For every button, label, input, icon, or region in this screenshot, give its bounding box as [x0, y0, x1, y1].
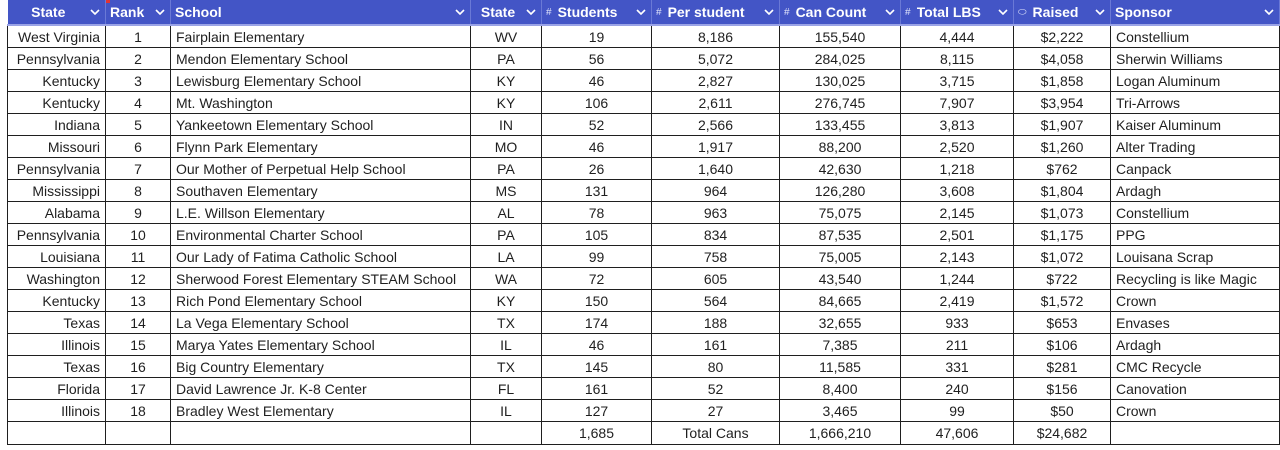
cell-state[interactable]: Kentucky	[8, 290, 106, 312]
cell-per-student[interactable]: 27	[652, 400, 780, 422]
cell-sponsor[interactable]: Envases	[1111, 312, 1280, 334]
cell-per-student[interactable]: 964	[652, 180, 780, 202]
cell-school[interactable]: Marya Yates Elementary School	[171, 334, 471, 356]
table-row	[8, 48, 1280, 70]
column-header-label: Total LBS	[916, 4, 981, 20]
cell-state[interactable]: Missouri	[8, 136, 106, 158]
cell-sponsor[interactable]: Constellium	[1111, 25, 1280, 48]
cell-state[interactable]: Indiana	[8, 114, 106, 136]
cell-can-count[interactable]: 75,005	[780, 246, 901, 268]
cell-raised[interactable]: $762	[1014, 158, 1111, 180]
cell-students[interactable]: 145	[542, 356, 652, 378]
chevron-down-icon[interactable]	[1263, 6, 1275, 18]
chevron-down-icon[interactable]	[89, 6, 101, 18]
chevron-down-icon[interactable]	[454, 6, 466, 18]
cell-total-lbs[interactable]: 1,218	[901, 158, 1014, 180]
column-header-label: School	[175, 4, 222, 20]
cell-state[interactable]: Illinois	[8, 334, 106, 356]
cell-total-lbs[interactable]: 1,244	[901, 268, 1014, 290]
currency-icon: ⬭	[1018, 6, 1027, 18]
total-per-student[interactable]: Total Cans	[652, 422, 780, 445]
column-header-label: Sponsor	[1115, 4, 1172, 20]
cell-students[interactable]: 174	[542, 312, 652, 334]
cell-state-code[interactable]: TX	[471, 356, 542, 378]
cell-rank[interactable]: 15	[106, 334, 171, 356]
table-row	[8, 180, 1280, 202]
cell-raised[interactable]: $3,954	[1014, 92, 1111, 114]
cell-raised[interactable]: $1,907	[1014, 114, 1111, 136]
total-total-lbs[interactable]: 47,606	[901, 422, 1014, 445]
total-can-count[interactable]: 1,666,210	[780, 422, 901, 445]
cell-raised[interactable]: $4,058	[1014, 48, 1111, 70]
table-row	[8, 268, 1280, 290]
cell-school[interactable]: Mt. Washington	[171, 92, 471, 114]
cell-state[interactable]: Illinois	[8, 400, 106, 422]
total-school[interactable]	[171, 422, 471, 445]
cell-school[interactable]: Southaven Elementary	[171, 180, 471, 202]
cell-per-student[interactable]: 963	[652, 202, 780, 224]
cell-raised[interactable]: $50	[1014, 400, 1111, 422]
cell-school[interactable]: Fairplain Elementary	[171, 25, 471, 48]
table-row	[8, 114, 1280, 136]
cell-rank[interactable]: 1	[106, 25, 171, 48]
cell-school[interactable]: Lewisburg Elementary School	[171, 70, 471, 92]
cell-per-student[interactable]: 5,072	[652, 48, 780, 70]
cell-state-code[interactable]: PA	[471, 48, 542, 70]
cell-students[interactable]: 19	[542, 25, 652, 48]
cell-school[interactable]: Environmental Charter School	[171, 224, 471, 246]
cell-state[interactable]: West Virginia	[8, 25, 106, 48]
cell-total-lbs[interactable]: 331	[901, 356, 1014, 378]
cell-rank[interactable]: 8	[106, 180, 171, 202]
cell-state[interactable]: Pennsylvania	[8, 48, 106, 70]
cell-state[interactable]: Kentucky	[8, 70, 106, 92]
cell-raised[interactable]: $722	[1014, 268, 1111, 290]
cell-state-code[interactable]: WV	[471, 25, 542, 48]
cell-sponsor[interactable]: Ardagh	[1111, 180, 1280, 202]
cell-sponsor[interactable]: Crown	[1111, 290, 1280, 312]
header-row	[8, 0, 1280, 25]
cell-total-lbs[interactable]: 240	[901, 378, 1014, 400]
table-row	[8, 400, 1280, 422]
column-header-label: Rank	[110, 4, 145, 20]
total-state[interactable]	[8, 422, 106, 445]
cell-students[interactable]: 161	[542, 378, 652, 400]
cell-state-code[interactable]: MS	[471, 180, 542, 202]
cell-raised[interactable]: $2,222	[1014, 25, 1111, 48]
cell-rank[interactable]: 17	[106, 378, 171, 400]
cell-state-code[interactable]: KY	[471, 70, 542, 92]
cell-state-code[interactable]: IL	[471, 334, 542, 356]
cell-raised[interactable]: $1,260	[1014, 136, 1111, 158]
cell-can-count[interactable]: 155,540	[780, 25, 901, 48]
cell-per-student[interactable]: 2,566	[652, 114, 780, 136]
cell-school[interactable]: Our Lady of Fatima Catholic School	[171, 246, 471, 268]
table-row	[8, 136, 1280, 158]
table-row	[8, 224, 1280, 246]
table-row	[8, 70, 1280, 92]
total-sponsor[interactable]	[1111, 422, 1280, 445]
cell-students[interactable]: 78	[542, 202, 652, 224]
cell-state-code[interactable]: PA	[471, 224, 542, 246]
cell-state[interactable]: Texas	[8, 356, 106, 378]
column-header-label: State	[480, 4, 516, 20]
cell-rank[interactable]: 13	[106, 290, 171, 312]
cell-students[interactable]: 72	[542, 268, 652, 290]
cell-state[interactable]: Alabama	[8, 202, 106, 224]
cell-school[interactable]: Flynn Park Elementary	[171, 136, 471, 158]
cell-state-code[interactable]: MO	[471, 136, 542, 158]
cell-rank[interactable]: 12	[106, 268, 171, 290]
cell-can-count[interactable]: 8,400	[780, 378, 901, 400]
cell-state-code[interactable]: KY	[471, 290, 542, 312]
cell-can-count[interactable]: 11,585	[780, 356, 901, 378]
cell-per-student[interactable]: 8,186	[652, 25, 780, 48]
table-row	[8, 312, 1280, 334]
cell-state[interactable]: Florida	[8, 378, 106, 400]
cell-state[interactable]: Mississippi	[8, 180, 106, 202]
comment-marker	[106, 0, 110, 3]
cell-sponsor[interactable]: Tri-Arrows	[1111, 92, 1280, 114]
cell-school[interactable]: Our Mother of Perpetual Help School	[171, 158, 471, 180]
hash-icon: #	[905, 6, 911, 18]
cell-state-code[interactable]: FL	[471, 378, 542, 400]
cell-raised[interactable]: $1,804	[1014, 180, 1111, 202]
cell-total-lbs[interactable]: 4,444	[901, 25, 1014, 48]
cell-state-code[interactable]: IL	[471, 400, 542, 422]
cell-per-student[interactable]: 564	[652, 290, 780, 312]
cell-total-lbs[interactable]: 2,419	[901, 290, 1014, 312]
cell-raised[interactable]: $156	[1014, 378, 1111, 400]
cell-students[interactable]: 105	[542, 224, 652, 246]
cell-per-student[interactable]: 1,917	[652, 136, 780, 158]
table-row	[8, 356, 1280, 378]
cell-per-student[interactable]: 758	[652, 246, 780, 268]
cell-school[interactable]: Rich Pond Elementary School	[171, 290, 471, 312]
table-row	[8, 246, 1280, 268]
cell-raised[interactable]: $1,572	[1014, 290, 1111, 312]
cell-sponsor[interactable]: Recycling is like Magic	[1111, 268, 1280, 290]
cell-can-count[interactable]: 276,745	[780, 92, 901, 114]
cell-sponsor[interactable]: Sherwin Williams	[1111, 48, 1280, 70]
cell-state-code[interactable]: LA	[471, 246, 542, 268]
chevron-down-icon[interactable]	[763, 6, 775, 18]
cell-can-count[interactable]: 42,630	[780, 158, 901, 180]
cell-can-count[interactable]: 84,665	[780, 290, 901, 312]
cell-state-code[interactable]: TX	[471, 312, 542, 334]
table-body	[8, 25, 1280, 445]
column-header-label: Raised	[1032, 4, 1079, 20]
column-header-label: State	[31, 4, 66, 20]
cell-state-code[interactable]: PA	[471, 158, 542, 180]
column-header-state-code[interactable]	[471, 0, 542, 25]
cell-rank[interactable]: 2	[106, 48, 171, 70]
cell-per-student[interactable]: 188	[652, 312, 780, 334]
cell-can-count[interactable]: 284,025	[780, 48, 901, 70]
cell-total-lbs[interactable]: 7,907	[901, 92, 1014, 114]
cell-students[interactable]: 26	[542, 158, 652, 180]
cell-raised[interactable]: $653	[1014, 312, 1111, 334]
column-header-label: Students	[557, 4, 618, 20]
cell-students[interactable]: 150	[542, 290, 652, 312]
cell-raised[interactable]: $1,858	[1014, 70, 1111, 92]
cell-sponsor[interactable]: Constellium	[1111, 202, 1280, 224]
cell-sponsor[interactable]: Logan Aluminum	[1111, 70, 1280, 92]
cell-school[interactable]: Yankeetown Elementary School	[171, 114, 471, 136]
cell-rank[interactable]: 6	[106, 136, 171, 158]
cell-raised[interactable]: $1,072	[1014, 246, 1111, 268]
cell-students[interactable]: 99	[542, 246, 652, 268]
cell-school[interactable]: La Vega Elementary School	[171, 312, 471, 334]
cell-students[interactable]: 46	[542, 334, 652, 356]
chevron-down-icon[interactable]	[635, 6, 647, 18]
cell-school[interactable]: Sherwood Forest Elementary STEAM School	[171, 268, 471, 290]
cell-can-count[interactable]: 3,465	[780, 400, 901, 422]
cell-state-code[interactable]: AL	[471, 202, 542, 224]
table-row	[8, 202, 1280, 224]
table-row	[8, 158, 1280, 180]
chevron-down-icon[interactable]	[1094, 6, 1106, 18]
table-row	[8, 92, 1280, 114]
cell-total-lbs[interactable]: 3,608	[901, 180, 1014, 202]
column-header-school[interactable]	[171, 0, 471, 25]
cell-can-count[interactable]: 133,455	[780, 114, 901, 136]
cell-sponsor[interactable]: Canpack	[1111, 158, 1280, 180]
cell-rank[interactable]: 11	[106, 246, 171, 268]
cell-state[interactable]: Texas	[8, 312, 106, 334]
cell-can-count[interactable]: 130,025	[780, 70, 901, 92]
cell-total-lbs[interactable]: 99	[901, 400, 1014, 422]
cell-school[interactable]: Bradley West Elementary	[171, 400, 471, 422]
cell-per-student[interactable]: 834	[652, 224, 780, 246]
cell-state-code[interactable]: KY	[471, 92, 542, 114]
cell-sponsor[interactable]: Alter Trading	[1111, 136, 1280, 158]
column-header-sponsor[interactable]	[1111, 0, 1280, 25]
cell-sponsor[interactable]: Kaiser Aluminum	[1111, 114, 1280, 136]
cell-sponsor[interactable]: Ardagh	[1111, 334, 1280, 356]
cell-can-count[interactable]: 88,200	[780, 136, 901, 158]
cell-school[interactable]: Mendon Elementary School	[171, 48, 471, 70]
cell-rank[interactable]: 14	[106, 312, 171, 334]
cell-per-student[interactable]: 1,640	[652, 158, 780, 180]
cell-rank[interactable]: 9	[106, 202, 171, 224]
totals-row	[8, 422, 1280, 445]
column-header-label: Per student	[667, 4, 745, 20]
cell-students[interactable]: 56	[542, 48, 652, 70]
chevron-down-icon[interactable]	[997, 6, 1009, 18]
cell-total-lbs[interactable]: 2,520	[901, 136, 1014, 158]
cell-students[interactable]: 106	[542, 92, 652, 114]
cell-state[interactable]: Washington	[8, 268, 106, 290]
cell-can-count[interactable]: 75,075	[780, 202, 901, 224]
cell-sponsor[interactable]: PPG	[1111, 224, 1280, 246]
cell-per-student[interactable]: 52	[652, 378, 780, 400]
cell-students[interactable]: 52	[542, 114, 652, 136]
cell-total-lbs[interactable]: 8,115	[901, 48, 1014, 70]
cell-state-code[interactable]: IN	[471, 114, 542, 136]
cell-sponsor[interactable]: Louisana Scrap	[1111, 246, 1280, 268]
cell-sponsor[interactable]: Canovation	[1111, 378, 1280, 400]
column-header-can-count[interactable]	[780, 0, 901, 25]
cell-state-code[interactable]: WA	[471, 268, 542, 290]
total-raised[interactable]: $24,682	[1014, 422, 1111, 445]
chevron-down-icon[interactable]	[525, 6, 537, 18]
cell-total-lbs[interactable]: 933	[901, 312, 1014, 334]
hash-icon: #	[784, 6, 790, 18]
cell-total-lbs[interactable]: 211	[901, 334, 1014, 356]
cell-total-lbs[interactable]: 2,143	[901, 246, 1014, 268]
schools-table	[7, 0, 1280, 445]
hash-icon: #	[546, 6, 552, 18]
chevron-down-icon[interactable]	[154, 6, 166, 18]
cell-total-lbs[interactable]: 2,501	[901, 224, 1014, 246]
cell-can-count[interactable]: 7,385	[780, 334, 901, 356]
cell-state[interactable]: Kentucky	[8, 92, 106, 114]
column-header-rank[interactable]	[106, 0, 171, 25]
cell-can-count[interactable]: 43,540	[780, 268, 901, 290]
cell-rank[interactable]: 3	[106, 70, 171, 92]
cell-raised[interactable]: $1,073	[1014, 202, 1111, 224]
cell-school[interactable]: Big Country Elementary	[171, 356, 471, 378]
table-row	[8, 334, 1280, 356]
cell-state[interactable]: Pennsylvania	[8, 224, 106, 246]
cell-raised[interactable]: $1,175	[1014, 224, 1111, 246]
total-rank[interactable]	[106, 422, 171, 445]
cell-can-count[interactable]: 87,535	[780, 224, 901, 246]
cell-school[interactable]: L.E. Willson Elementary	[171, 202, 471, 224]
cell-raised[interactable]: $106	[1014, 334, 1111, 356]
cell-raised[interactable]: $281	[1014, 356, 1111, 378]
cell-school[interactable]: David Lawrence Jr. K-8 Center	[171, 378, 471, 400]
cell-students[interactable]: 127	[542, 400, 652, 422]
cell-students[interactable]: 131	[542, 180, 652, 202]
table-row	[8, 378, 1280, 400]
cell-rank[interactable]: 18	[106, 400, 171, 422]
cell-per-student[interactable]: 2,827	[652, 70, 780, 92]
cell-per-student[interactable]: 2,611	[652, 92, 780, 114]
cell-per-student[interactable]: 605	[652, 268, 780, 290]
column-header-state[interactable]	[8, 0, 106, 25]
cell-students[interactable]: 46	[542, 136, 652, 158]
cell-rank[interactable]: 7	[106, 158, 171, 180]
cell-per-student[interactable]: 161	[652, 334, 780, 356]
column-header-total-lbs[interactable]	[901, 0, 1014, 25]
table-row	[8, 290, 1280, 312]
column-header-per-student[interactable]	[652, 0, 780, 25]
cell-rank[interactable]: 4	[106, 92, 171, 114]
cell-rank[interactable]: 16	[106, 356, 171, 378]
total-students[interactable]: 1,685	[542, 422, 652, 445]
cell-rank[interactable]: 10	[106, 224, 171, 246]
cell-per-student[interactable]: 80	[652, 356, 780, 378]
cell-total-lbs[interactable]: 2,145	[901, 202, 1014, 224]
column-header-students[interactable]	[542, 0, 652, 25]
chevron-down-icon[interactable]	[884, 6, 896, 18]
table-row	[8, 25, 1280, 48]
cell-state[interactable]: Pennsylvania	[8, 158, 106, 180]
column-header-raised[interactable]	[1014, 0, 1111, 25]
cell-sponsor[interactable]: CMC Recycle	[1111, 356, 1280, 378]
hash-icon: #	[656, 6, 662, 18]
cell-students[interactable]: 46	[542, 70, 652, 92]
cell-rank[interactable]: 5	[106, 114, 171, 136]
cell-state[interactable]: Louisiana	[8, 246, 106, 268]
total-state-code[interactable]	[471, 422, 542, 445]
cell-total-lbs[interactable]: 3,715	[901, 70, 1014, 92]
cell-total-lbs[interactable]: 3,813	[901, 114, 1014, 136]
cell-sponsor[interactable]: Crown	[1111, 400, 1280, 422]
cell-can-count[interactable]: 126,280	[780, 180, 901, 202]
column-header-label: Can Count	[795, 4, 867, 20]
cell-can-count[interactable]: 32,655	[780, 312, 901, 334]
